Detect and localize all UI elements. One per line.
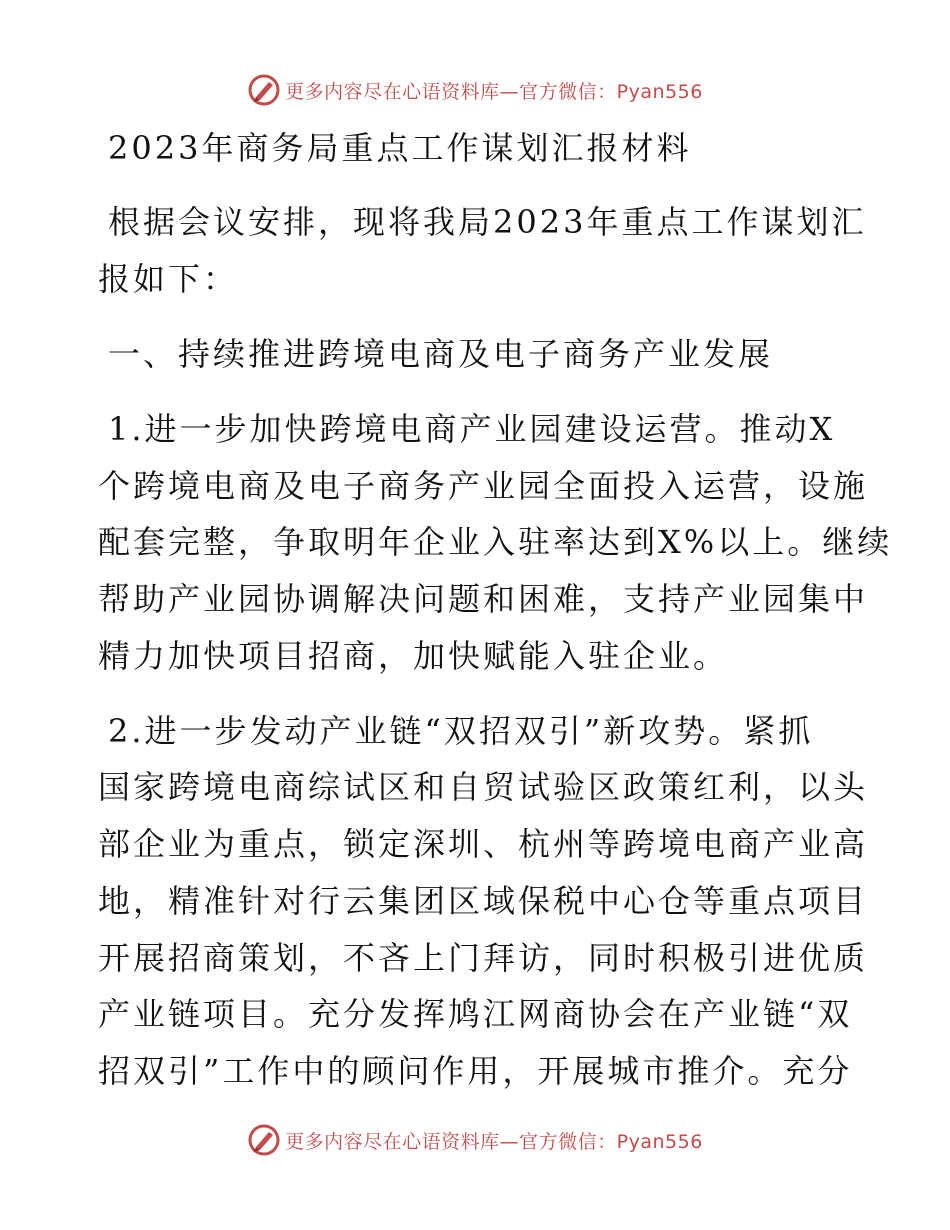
banner-group bbox=[247, 73, 703, 107]
section-heading: 一、持续推进跨境电商及电子商务产业发展 bbox=[108, 335, 774, 373]
paragraph-line: 2.进一步发动产业链“双招双引”新攻势。紧抓 bbox=[108, 712, 814, 750]
paragraph-line: 报如下： bbox=[98, 260, 239, 298]
banner-group bbox=[247, 1123, 703, 1157]
paragraph-line: 地，精准针对行云集团区域保税中心仓等重点项目 bbox=[98, 882, 869, 920]
paragraph-line: 部企业为重点，锁定深圳、杭州等跨境电商产业高 bbox=[98, 825, 869, 863]
banner-text: 更多内容尽在心语资料库—官方微信：Pyan556 bbox=[285, 80, 703, 103]
paragraph-line: 产业链项目。充分发挥鸠江网商协会在产业链“双 bbox=[98, 995, 853, 1033]
banner-text: 更多内容尽在心语资料库—官方微信：Pyan556 bbox=[285, 1130, 703, 1153]
paragraph-line: 开展招商策划，不吝上门拜访，同时积极引进优质 bbox=[98, 939, 869, 977]
paragraph-line: 精力加快项目招商，加快赋能入驻企业。 bbox=[98, 637, 729, 675]
document-title: 2023年商务局重点工作谋划汇报材料 bbox=[108, 129, 692, 167]
bottom-banner bbox=[0, 1120, 950, 1160]
paragraph-line: 配套完整，争取明年企业入驻率达到X%以上。继续 bbox=[98, 523, 893, 561]
top-banner bbox=[0, 70, 950, 110]
paragraph-line: 1.进一步加快跨境电商产业园建设运营。推动X bbox=[108, 410, 836, 448]
paragraph-line: 国家跨境电商综试区和自贸试验区政策红利，以头 bbox=[98, 768, 869, 806]
paragraph-line: 个跨境电商及电子商务产业园全面投入运营，设施 bbox=[98, 467, 869, 505]
pen-circle-logo-icon bbox=[247, 73, 281, 107]
paragraph-line: 招双引”工作中的顾问作用，开展城市推介。充分 bbox=[98, 1052, 853, 1090]
paragraph-line: 帮助产业园协调解决问题和困难，支持产业园集中 bbox=[98, 580, 869, 618]
paragraph-line: 根据会议安排，现将我局2023年重点工作谋划汇 bbox=[108, 203, 867, 241]
pen-circle-logo-icon bbox=[247, 1123, 281, 1157]
